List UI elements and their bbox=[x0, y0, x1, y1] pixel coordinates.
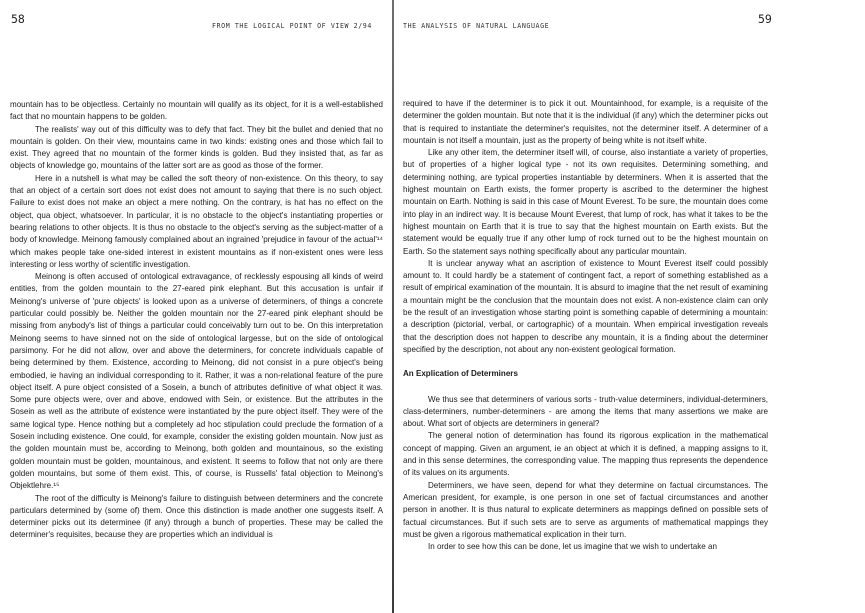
paragraph: Like any other item, the determiner itself will, of course, also instantiate a variety of properties, but of properties of a higher logical type - not its own requisites. Determining something, and determining nothing, are typical properties instantiable by determiners. When it is asserted that the highest mountain on Earth exists, the former property is ascribed to the determiner the highest mountain on Earth. Nothing is said in this case of Mount Everest. To be sure, the mountain does come into play in an indirect way. It is because Mount Everest, that lump of rock, has what it takes to be the highest mountain on Earth that it is true to say that the highest mountain on Earth exists. But the statement would be equally true if any other lump of rock turned out to be the highest mountain on Earth. So the statement says nothing specifically about any particular mountain. bbox=[403, 148, 768, 256]
paragraph: required to have if the determiner is to pick it out. Mountainhood, for example, is a requisite of the determiner the golden mountain. But note that it is the individual (if any) which the determiner picks out that is required to instantiate the determiner's requisites, not the determiner itself. A determiner of a mountain is not itself a mountain, just as the property of being white is not itself white. bbox=[403, 99, 768, 145]
page-number-right: 59 bbox=[758, 12, 772, 26]
paragraph: We thus see that determiners of various sorts - truth-value determiners, individual-determiners, class-determiners, number-determiners - are among the items that many assertions we make are about. What sort of objects are determiners in general? bbox=[403, 394, 768, 429]
paragraph: Determiners, we have seen, depend for what they determine on factual circumstances. The American president, for example, is one person in one set of factual circumstances and another person in another. It is thus natural to explicate determiners as mappings defined on possible sets of factual circumstances. But if such sets are to serve as arguments of mathematical mappings they must be given a rigorous mathematical explication in their turn. bbox=[403, 480, 768, 539]
paragraph: The root of the difficulty is Meinong's failure to distinguish between determiners and the concrete particulars determined by (some of) them. Once this distinction is made another one suggests itself. A determiner picks out its determinee (if any) through a bunch of properties. These may be called the determiner's requisites, because they are properties which an individual is bbox=[10, 493, 383, 540]
paragraph: It is unclear anyway what an ascription of existence to Mount Everest itself could possibly amount to. It could hardly be a statement of contingent fact, a report of something established as a result of empirical examination of the mountain. It is absurd to imagine that the net result of examining a mountain might be the conclusion that the mountain does not exist. A non-existence claim can only be the result of an investigation whose starting point is something capable of determining a mountain: a description (pictorial, verbal, or cartographic) of a mountain. When empirical investigation reveals that the description does not happen to describe any mountain, it is a finding about the determiner specified by the description, not about any non-existent geological formation. bbox=[403, 258, 768, 354]
left-column bbox=[10, 99, 383, 542]
right-column bbox=[403, 98, 768, 553]
left-page bbox=[0, 0, 393, 613]
paragraph: In order to see how this can be done, let us imagine that we wish to undertake an bbox=[428, 542, 717, 552]
paragraph: The realists' way out of this difficulty was to defy that fact. They bit the bullet and denied that no mountain is golden. On their view, mountains came in two kinds: existing ones and those which fail to exist. They agreed that no mountain of the former kinds is golden. Bud they insisted that, as far as objects of knowledge go, mountains of the latter sort are as good as those of the former. bbox=[10, 124, 383, 171]
right-page bbox=[394, 0, 865, 613]
running-head-left: FROM THE LOGICAL POINT OF VIEW 2/94 bbox=[212, 22, 372, 30]
paragraph: Meinong is often accused of ontological extravagance, of recklessly espousing all kinds of weird entities, from the golden mountain to the 27-eared pink elephant. But this accusation is unfair if Meinong's universe of 'pure objects' is looked upon as a universe of determiners, of things a concrete particular could possibly be. Neither the golden mountain nor the 27-eared pink elephant should be missing from anybody's list of things a particular could conceivably turn out to be. On this interpretation Meinong seems to have sinned not on the side of ontological largesse, but on the side of ontological parsimony. For he did not allow, over and above the determiners, for concrete individuals capable of being determined by them. Existence, according to Meinong, did not consist in a pure object's being embodied, ie having an individual corresponding to it. Rather, it was a non-relational feature of the pure object itself. A pure object consisted of a Sosein, a bunch of attributes definitive of what object it was. Some pure objects were, over and above, endowed with Sein, or existence. But the attributes in the Sosein as well as the attribute of existence were instantiated by the pure object itself. They were of the same logical type. Hence nothing but a completely ad hoc stipulation could preclude the formation of a Sosein including existence. One could, for example, consider the existing golden mountain. Now just as the golden mountain must be, according to Meinong, both golden and mountainous, so the existing golden mountain must be golden, mountainous, and existent. It seems to follow that not only are there golden mountains, but some of them exist. This, of course, is Russells' fatal objection to Meinong's Objektlehre.¹⁵ bbox=[10, 272, 383, 491]
running-head-right: THE ANALYSIS OF NATURAL LANGUAGE bbox=[403, 22, 550, 30]
paragraph: The general notion of determination has found its rigorous explication in the mathematical concept of mapping. Given an argument, ie an object at which it is defined, a mapping assigns to it, and in this sense determines, the corresponding value. The mapping thus represents the dependence of its values on its arguments. bbox=[403, 431, 768, 478]
paragraph: mountain has to be objectless. Certainly no mountain will qualify as its object, for it is a well-established fact that no mountain happens to be golden. bbox=[10, 100, 383, 122]
section-heading: An Explication of Determiners bbox=[403, 369, 518, 379]
page-number-left: 58 bbox=[11, 12, 25, 26]
paragraph: Here in a nutshell is what may be called the soft theory of non-existence. On this theory, to say that an object of a certain sort does not exist does not amount to saying that there is no such object. Failure to exist does not make an object a mere nothing. On the contrary, is hat has no effect on the object, qua object, whatsoever. In particular, it is no obstacle to the object's instantiating properties or bearing relations to other objects. It is thus no obstacle to the object's serving as the subject-matter of a body of knowledge. Meinong famously complained about an ingrained 'prejudice in favour of the actual'¹⁴ which makes people take one-sided interest in existent mountains as if non-existent ones were less interesting or less worthy of scientific investigation. bbox=[10, 173, 383, 269]
